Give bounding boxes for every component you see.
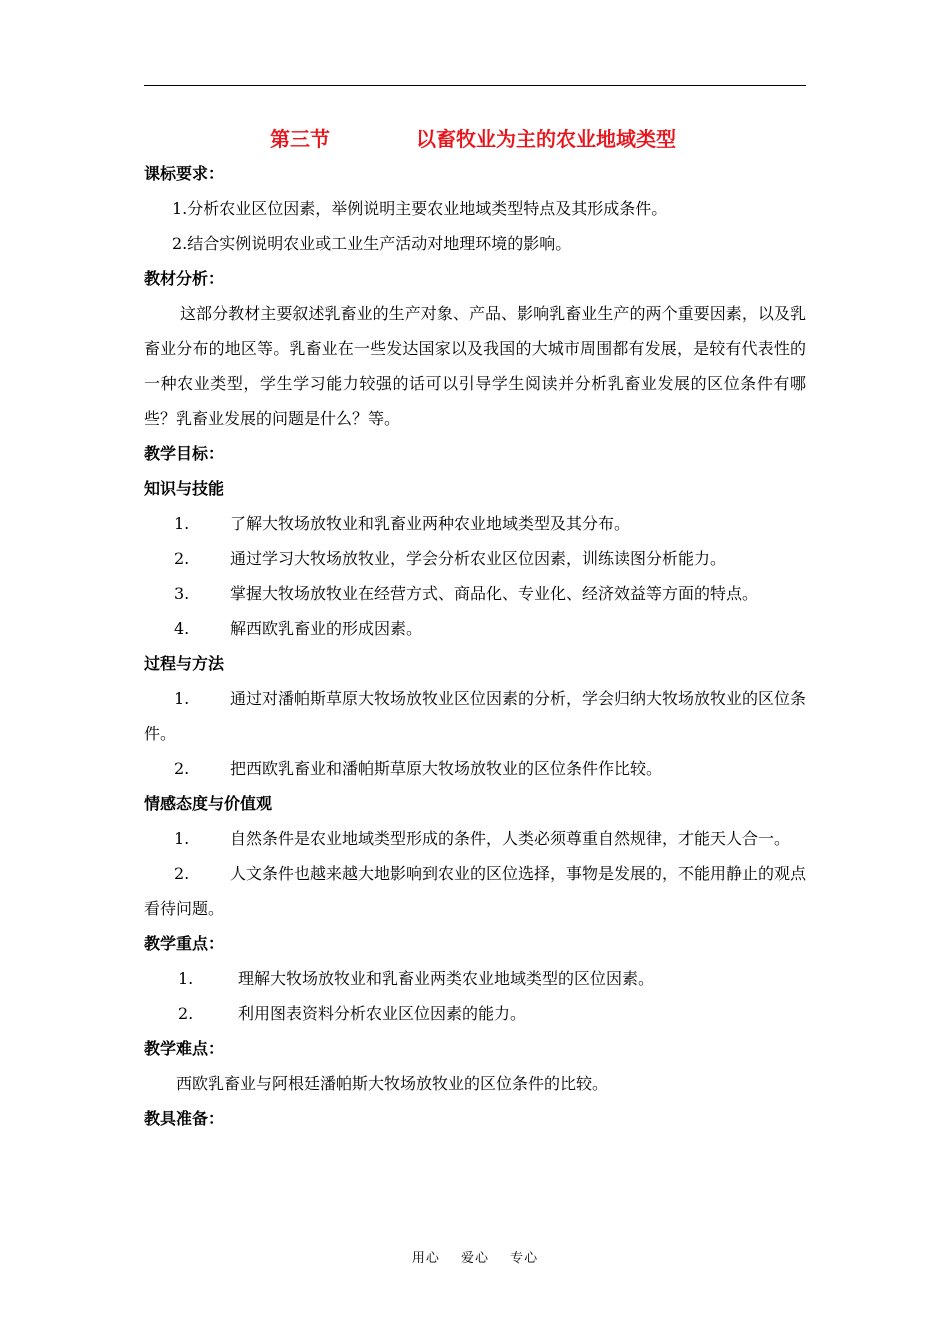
knowledge-item: 2. 通过学习大牧场放牧业，学会分析农业区位因素，训练读图分析能力。 [174, 549, 727, 568]
knowledge-item: 4. 解西欧乳畜业的形成因素。 [174, 619, 423, 638]
footer-text: 用心 [411, 1251, 440, 1266]
attitude-item: 1. 自然条件是农业地域类型形成的条件，人类必须尊重自然规律，才能天人合一。 [174, 829, 791, 848]
analysis-heading: 教材分析： [144, 269, 225, 288]
tools-heading: 教具准备： [144, 1109, 225, 1128]
section-name: 以畜牧业为主的农业地域类型 [416, 127, 676, 151]
knowledge-item: 3. 掌握大牧场放牧业在经营方式、商品化、专业化、经济效益等方面的特点。 [174, 584, 759, 603]
process-item: 2. 把西欧乳畜业和潘帕斯草原大牧场放牧业的区位条件作比较。 [174, 759, 663, 778]
curriculum-heading: 课标要求： [144, 164, 225, 183]
goals-heading: 教学目标： [144, 444, 225, 463]
attitude-item: 2. 人文条件也越来越大地影响到农业的区位选择，事物是发展的，不能用静止的观点看待问题。 [144, 864, 807, 918]
curriculum-item: 2.结合实例说明农业或工业生产活动对地理环境的影响。 [172, 234, 572, 253]
focus-heading: 教学重点： [144, 934, 225, 953]
footer-text: 专心 [510, 1251, 539, 1266]
document-body [144, 156, 806, 1136]
focus-item: 1. 理解大牧场放牧业和乳畜业两类农业地域类型的区位因素。 [178, 969, 655, 988]
footer-text: 爱心 [460, 1251, 489, 1266]
process-heading: 过程与方法 [144, 654, 225, 673]
analysis-paragraph: 这部分教材主要叙述乳畜业的生产对象、产品、影响乳畜业生产的两个重要因素，以及乳畜业分布的地区等。乳畜业在一些发达国家以及我国的大城市周围都有发展，是较有代表性的一种农业类型，学生学习能力较强的话可以引导学生阅读并分析乳畜业发展的区位条件有哪些？乳畜业发展的问题是什么？等。 [144, 304, 806, 428]
curriculum-item: 1.分析农业区位因素，举例说明主要农业地域类型特点及其形成条件。 [172, 199, 668, 218]
difficulty-heading: 教学难点： [144, 1039, 225, 1058]
attitude-heading: 情感态度与价值观 [144, 794, 273, 813]
section-number: 第三节 [270, 127, 330, 151]
knowledge-heading: 知识与技能 [144, 479, 225, 498]
process-item: 1. 通过对潘帕斯草原大牧场放牧业区位因素的分析，学会归纳大牧场放牧业的区位条件。 [144, 689, 807, 743]
page-title [144, 122, 806, 156]
difficulty-text: 西欧乳畜业与阿根廷潘帕斯大牧场放牧业的区位条件的比较。 [176, 1074, 609, 1093]
header-rule [144, 85, 806, 86]
knowledge-item: 1. 了解大牧场放牧业和乳畜业两种农业地域类型及其分布。 [174, 514, 631, 533]
page-footer [0, 1247, 950, 1266]
focus-item: 2. 利用图表资料分析农业区位因素的能力。 [178, 1004, 527, 1023]
